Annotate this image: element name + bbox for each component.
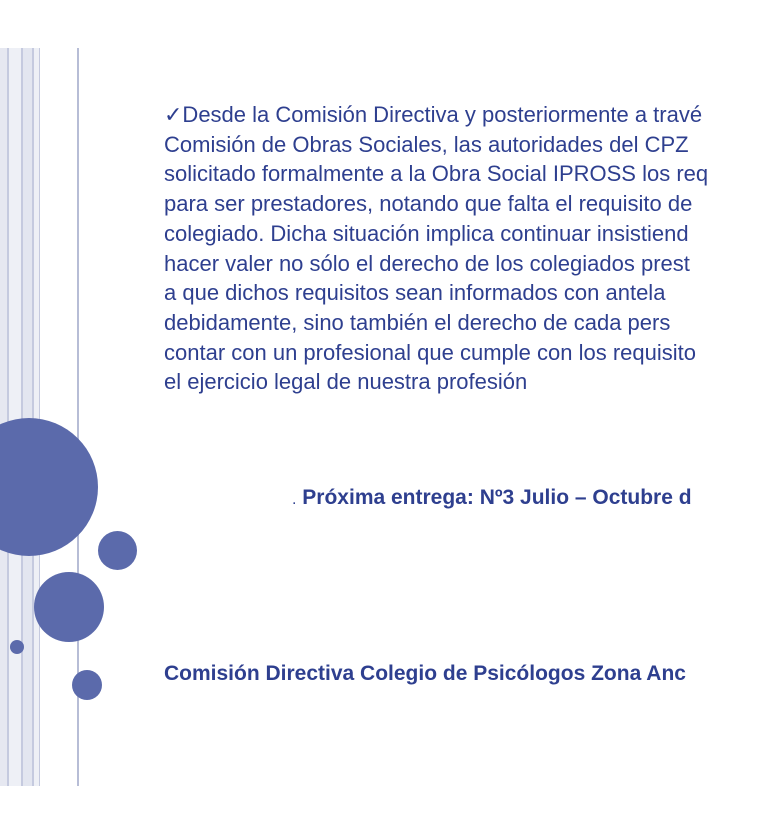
next-issue-bullet: . — [292, 491, 297, 508]
decor-stripe — [23, 48, 32, 786]
body-line: a que dichos requisitos sean informados con antela — [164, 280, 666, 306]
body-line: contar con un profesional que cumple con los requisito — [164, 339, 696, 365]
decor-circle-small — [72, 670, 102, 700]
body-line: hacer valer no sólo el derecho de los colegiados prest — [164, 250, 690, 276]
decor-circle-tiny — [10, 640, 24, 654]
body-line: ✓Desde la Comisión Directiva y posteriormente a travé — [164, 102, 703, 127]
decor-stripe — [39, 48, 40, 786]
body-line: Comisión de Obras Sociales, las autoridades del CPZ — [164, 131, 689, 157]
body-line: colegiado. Dicha situación implica continuar insistiend — [164, 220, 689, 246]
body-line: el ejercicio legal de nuestra profesión — [164, 369, 528, 395]
body-line: solicitado formalmente a la Obra Social IPROSS los req — [164, 161, 709, 187]
body-line: para ser prestadores, notando que falta el requisito de — [164, 191, 693, 217]
signature: Comisión Directiva Colegio de Psicólogos Zona Anc — [164, 662, 686, 685]
decor-stripe — [0, 48, 7, 786]
decor-stripe — [9, 48, 21, 786]
decor-circle-large — [0, 418, 98, 556]
decor-circle-small — [98, 531, 137, 570]
body-line: debidamente, sino también el derecho de cada pers — [164, 309, 671, 335]
decor-circle-medium — [34, 572, 104, 642]
body-paragraph — [164, 100, 768, 397]
next-issue-text: Próxima entrega: Nº3 Julio – Octubre d — [302, 486, 692, 509]
next-issue — [292, 486, 692, 510]
